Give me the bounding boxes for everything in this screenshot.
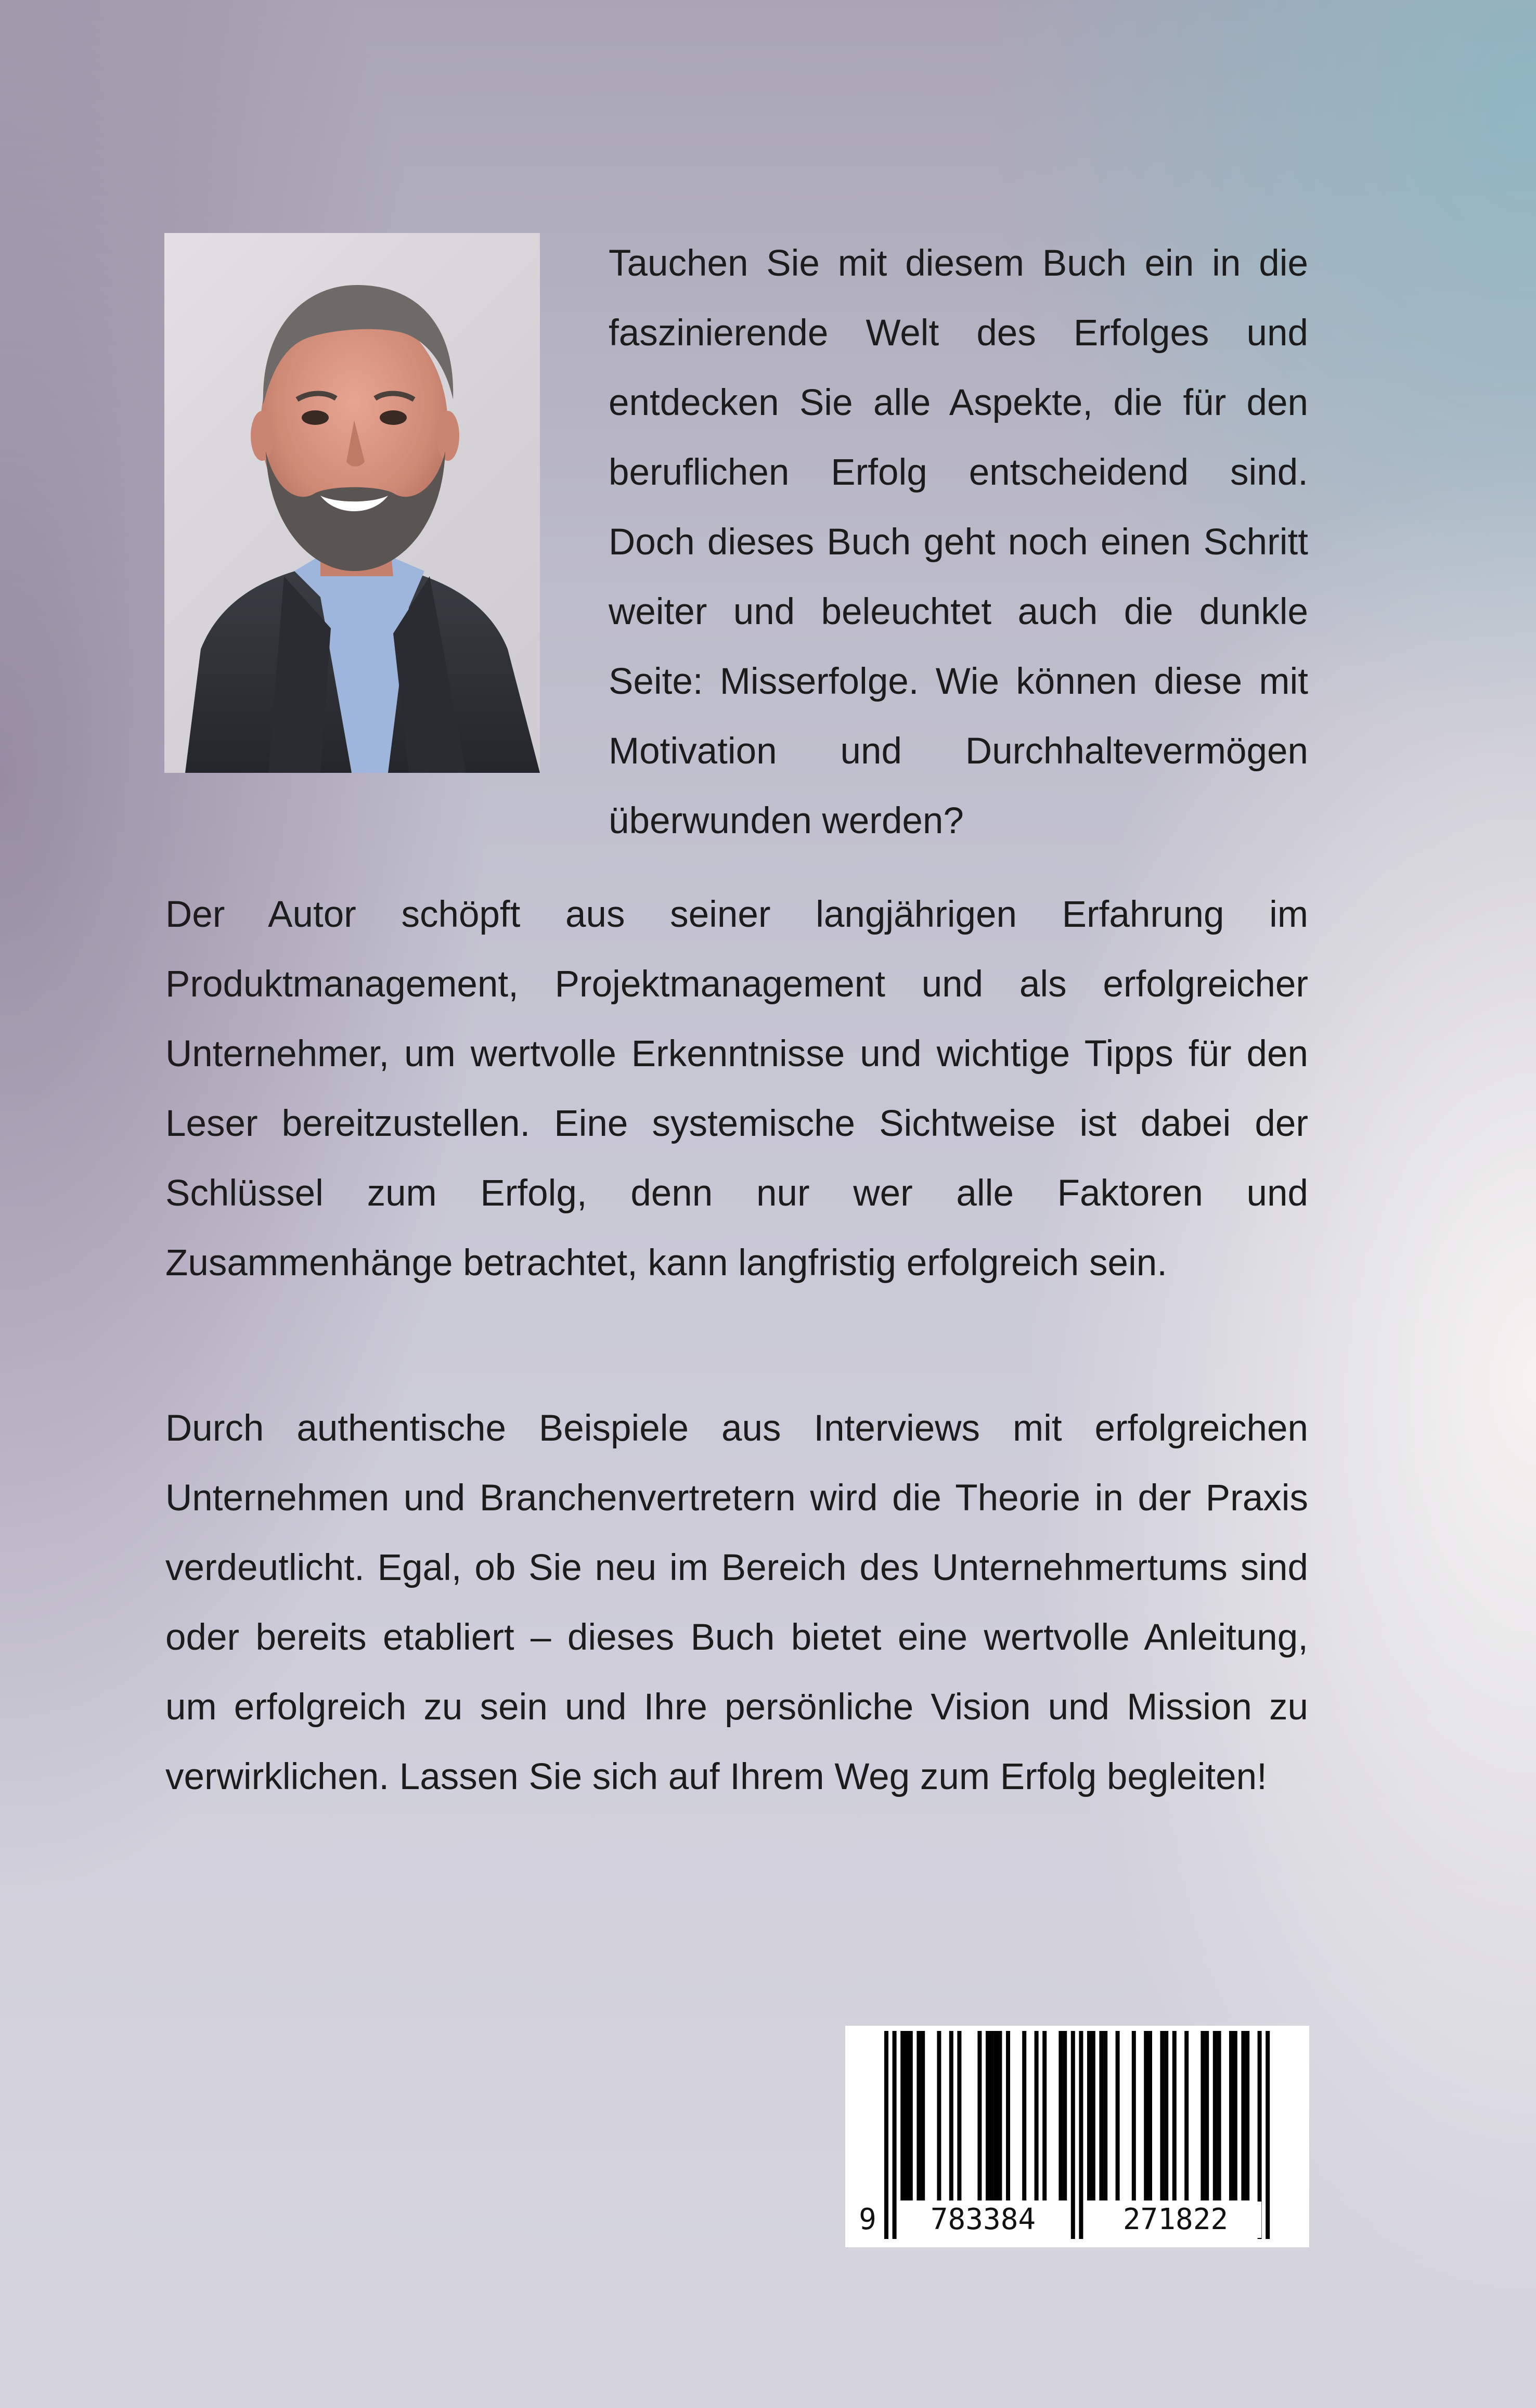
intro-paragraph: Tauchen Sie mit diesem Buch ein in die faszinierende Welt des Erfolges und entdecken Sie alle Aspekte, die für den beruflichen Erfolg entscheidend sind. Doch dieses Buch geht noch einen Schritt weiter und beleuchtet auch die dunkle Seite: Misserfolge. Wie können diese mit Motivation und Durchhaltevermögen überwunden werden?	[609, 243, 1308, 841]
barcode-prefix-digit: 9	[855, 2202, 881, 2238]
barcode-left-digits: 783384	[897, 2202, 1069, 2238]
isbn-barcode	[845, 2026, 1309, 2247]
author-paragraph: Der Autor schöpft aus seiner langjährigen Erfahrung im Produktmanagement, Projektmanagement und als erfolgreicher Unternehmer, um wertvolle Erkenntnisse und wichtige Tipps für den Leser bereitzustellen. Eine systemische Sichtweise ist dabei der Schlüssel zum Erfolg, denn nur wer alle Faktoren und Zusammenhänge betrachtet, kann langfristig erfolgreich sein.	[165, 894, 1308, 1284]
author-photo	[164, 233, 540, 773]
examples-paragraph: Durch authentische Beispiele aus Interviews mit erfolgreichen Unternehmen und Branchenvertretern wird die Theorie in der Praxis verdeutlicht. Egal, ob Sie neu im Bereich des Unternehmertums sind oder bereits etabliert – dieses Buch bietet eine wertvolle Anleitung, um erfolgreich zu sein und Ihre persönliche Vision und Mission zu verwirklichen. Lassen Sie sich auf Ihrem Weg zum Erfolg begleiten!	[165, 1408, 1308, 1797]
author-portrait-icon	[164, 233, 540, 773]
barcode-right-digits: 271822	[1090, 2202, 1261, 2238]
